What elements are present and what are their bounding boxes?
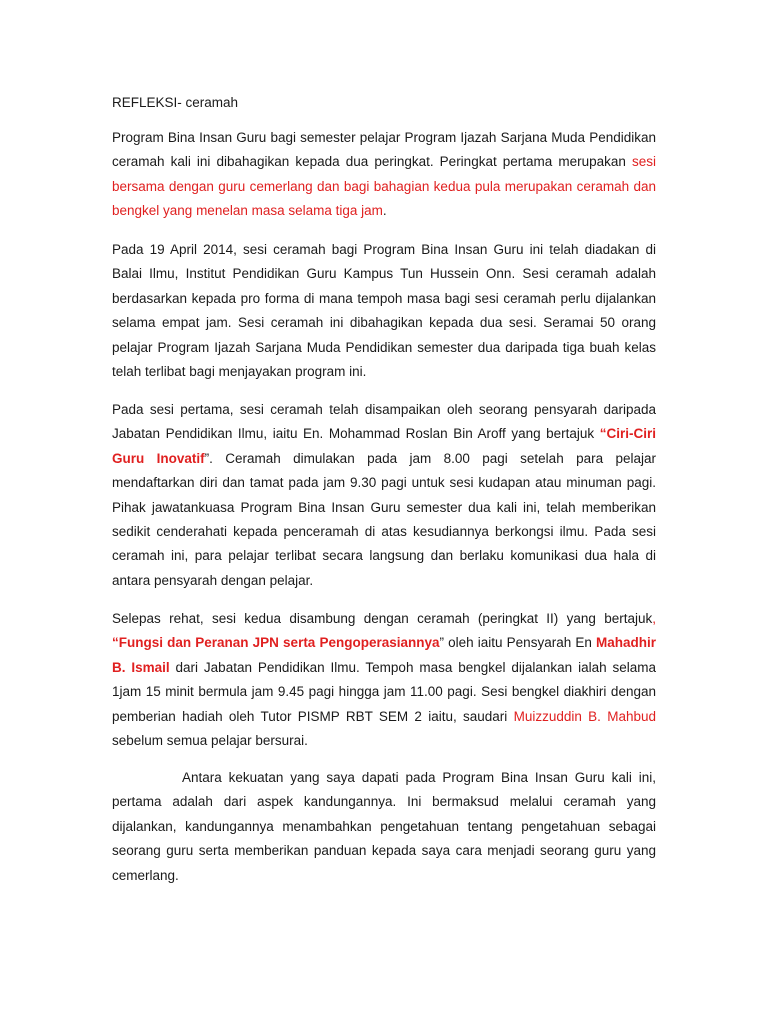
paragraph-4 <box>112 607 656 753</box>
p3-lecture-title: “Ciri-Ciri Guru Inovatif <box>112 426 656 466</box>
p3-text-a: Pada sesi pertama, sesi ceramah telah disampaikan oleh seorang pensyarah daripada Jabatan Pendidikan Ilmu, iaitu En. Mohammad Roslan Bin Aroff yang bertajuk <box>112 402 656 442</box>
paragraph-5: Antara kekuatan yang saya dapati pada Program Bina Insan Guru kali ini, pertama adalah dari aspek kandungannya. Ini bermaksud melalui ceramah yang dijalankan, kandungannya menambahkan pengetahuan tentang pengetahuan sebagai seorang guru serta memberikan panduan kepada saya cara menjadi seorang guru yang cemerlang. <box>112 770 656 883</box>
p4-text-a: Selepas rehat, sesi kedua disambung dengan ceramah (peringkat II) yang bertajuk <box>112 611 653 626</box>
document-title: REFLEKSI- ceramah <box>112 95 239 110</box>
p1-text-a: Program Bina Insan Guru bagi semester pelajar Program Ijazah Sarjana Muda Pendidikan ceramah kali ini dibahagikan kepada dua peringkat. Peringkat pertama merupakan <box>112 130 656 170</box>
p4-text-d: ” oleh iaitu Pensyarah En <box>439 635 596 651</box>
p4-speaker-name: Mahadhir B. Ismail <box>112 635 656 675</box>
paragraph-3 <box>112 398 656 593</box>
p1-text-c: . <box>382 203 387 219</box>
p4-tutor-name: Muizzuddin B. Mahbud <box>513 708 656 724</box>
p4-comma: , <box>652 611 656 626</box>
paragraph-2: Pada 19 April 2014, sesi ceramah bagi Program Bina Insan Guru ini telah diadakan di Balai Ilmu, Institut Pendidikan Guru Kampus Tun Hussein Onn. Sesi ceramah adalah berdasarkan kepada pro forma di mana tempoh masa bagi sesi ceramah perlu dijalankan selama empat jam. Sesi ceramah ini dibahagikan kepada dua sesi. Seramai 50 orang pelajar Program Ijazah Sarjana Muda Pendidikan semester dua daripada tiga buah kelas telah terlibat bagi menjayakan program ini. <box>112 242 656 380</box>
p1-highlight: sesi bersama dengan guru cemerlang dan bagi bahagian kedua pula merupakan ceramah dan bengkel yang menelan masa selama tiga jam <box>112 154 656 219</box>
p4-lecture-title: “Fungsi dan Peranan JPN serta Pengoperasiannya <box>112 635 440 651</box>
p4-text-f: dari Jabatan Pendidikan Ilmu. Tempoh masa bengkel dijalankan ialah selama 1jam 15 minit bermula jam 9.45 pagi hingga jam 11.00 pagi. Sesi bengkel diakhiri dengan pemberian hadiah oleh Tutor PISMP RBT SEM 2 iaitu, saudari <box>112 659 656 724</box>
p4-text-h: sebelum semua pelajar bersurai. <box>112 733 308 749</box>
p3-text-c: ”. Ceramah dimulakan pada jam 8.00 pagi setelah para pelajar mendaftarkan diri dan tamat pada jam 9.30 pagi untuk sesi kudapan atau minuman pagi. Pihak jawatankuasa Program Bina Insan Guru semester dua kali ini, telah memberikan sedikit cenderahati kepada penceramah di atas kesudiannya berkongsi ilmu. Pada sesi ceramah ini, para pelajar terlibat secara langsung dan berlaku komunikasi dua hala di antara pensyarah dengan pelajar. <box>112 450 657 588</box>
paragraph-1 <box>112 126 656 224</box>
